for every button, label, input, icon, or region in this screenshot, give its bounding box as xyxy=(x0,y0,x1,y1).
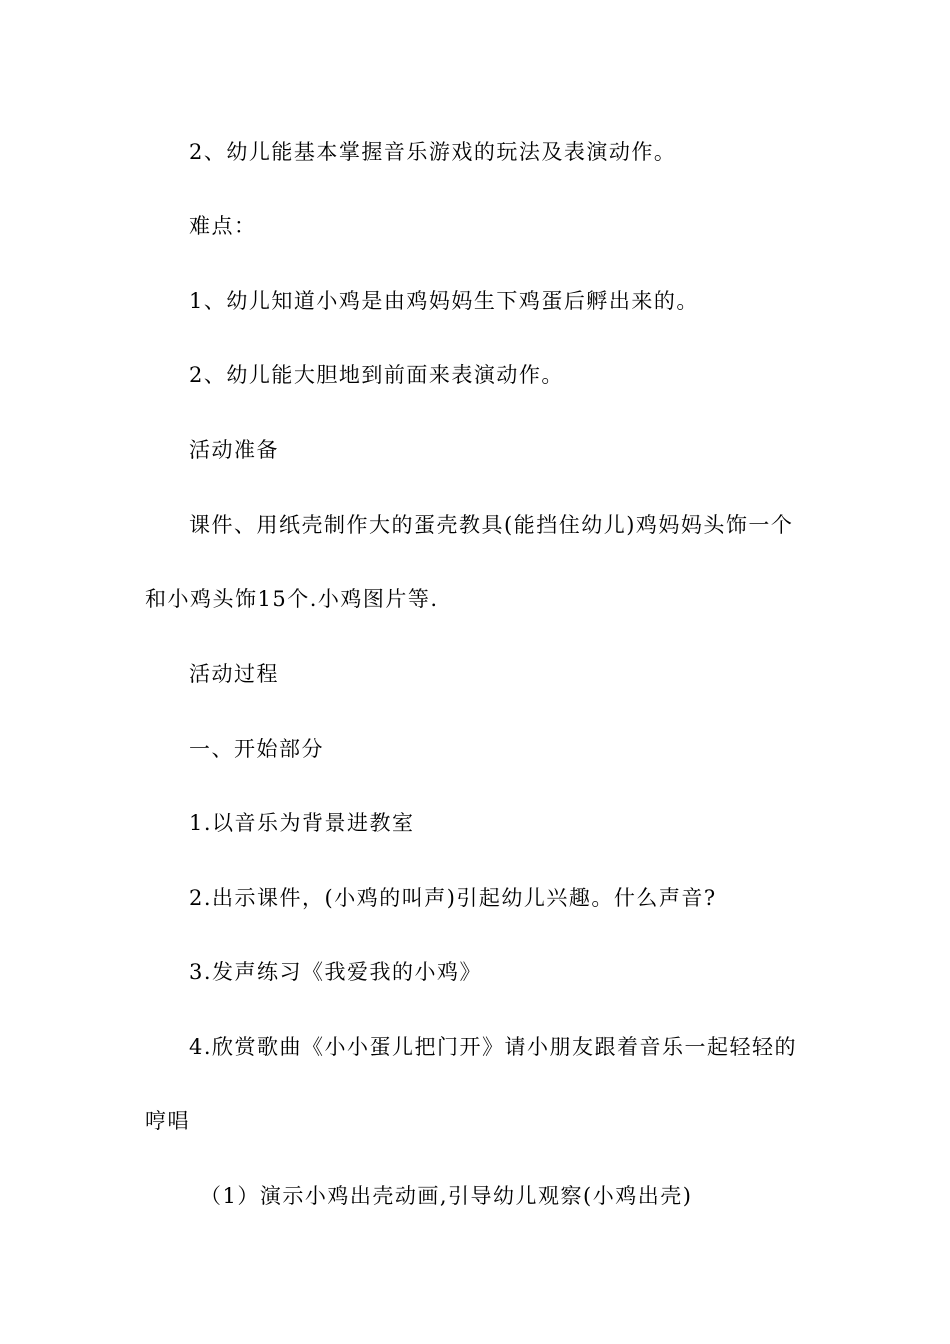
paragraph-line: 课件、用纸壳制作大的蛋壳教具(能挡住幼儿)鸡妈妈头饰一个 xyxy=(189,513,794,537)
list-item: 1.以音乐为背景进教室 xyxy=(189,811,415,835)
section-heading: 活动准备 xyxy=(189,438,279,462)
subsection-heading: 一、开始部分 xyxy=(189,737,324,761)
paragraph-line: 1、幼儿知道小鸡是由鸡妈妈生下鸡蛋后孵出来的。 xyxy=(189,289,699,313)
paragraph-heading: 难点： xyxy=(189,214,257,238)
paragraph-line-continuation: 和小鸡头饰15个.小鸡图片等. xyxy=(145,587,439,611)
list-item: 4.欣赏歌曲《小小蛋儿把门开》请小朋友跟着音乐一起轻轻的 xyxy=(189,1035,798,1059)
paragraph-line: 2、幼儿能基本掌握音乐游戏的玩法及表演动作。 xyxy=(189,140,677,164)
list-item: 2.出示课件，(小鸡的叫声)引起幼儿兴趣。什么声音? xyxy=(189,886,717,910)
paragraph-line: 2、幼儿能大胆地到前面来表演动作。 xyxy=(189,363,564,387)
sub-list-item: （1）演示小鸡出壳动画,引导幼儿观察(小鸡出壳) xyxy=(200,1184,693,1208)
list-item-continuation: 哼唱 xyxy=(145,1109,190,1133)
list-item: 3.发声练习《我爱我的小鸡》 xyxy=(189,960,483,984)
section-heading: 活动过程 xyxy=(189,662,279,686)
